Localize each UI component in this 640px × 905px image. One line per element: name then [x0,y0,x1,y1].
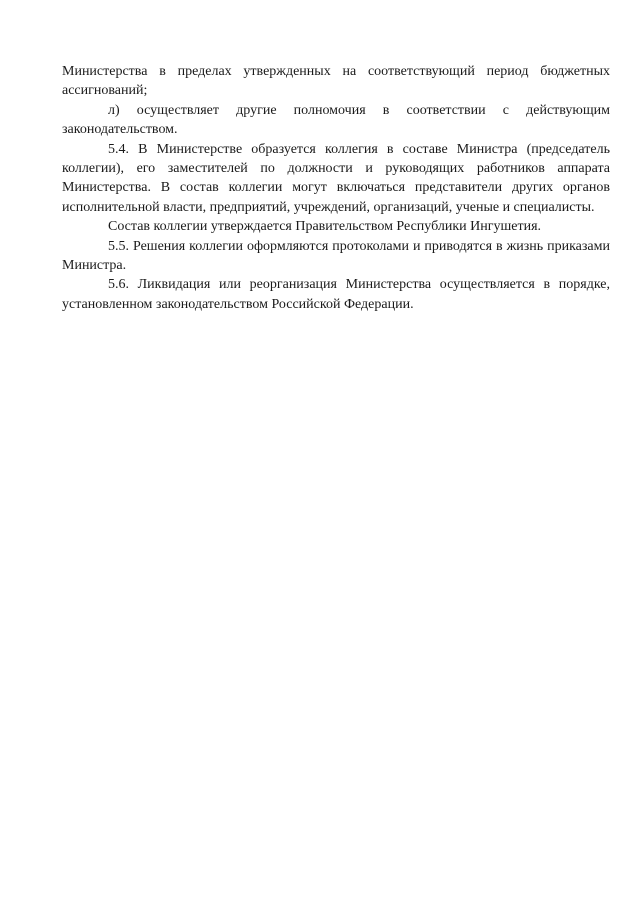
paragraph-item-l-other-powers: л) осуществляет другие полномочия в соответствии с действующим законодательством. [62,102,610,138]
paragraph-continuation-budget-allocations: Министерства в пределах утвержденных на соответствующий период бюджетных ассигнований; [62,64,610,99]
document-page [62,62,610,314]
paragraph-5-6-liquidation: 5.6. Ликвидация или реорганизация Министерства осуществляется в порядке, установленном законодательством Российской Федерации. [62,277,610,312]
paragraph-5-4-collegium: 5.4. В Министерстве образуется коллегия в составе Министра (председатель коллегии), его заместителей по должности и руководящих работников аппарата Министерства. В состав коллегии могут включаться представители других органов исполнительной власти, предприятий, учреждений, организаций, ученые и специалисты. [62,141,610,215]
paragraph-5-5-collegium-decisions: 5.5. Решения коллегии оформляются протоколами и приводятся в жизнь приказами Министра. [62,238,610,274]
paragraph-collegium-composition: Состав коллегии утверждается Правительством Республики Ингушетия. [108,219,542,235]
